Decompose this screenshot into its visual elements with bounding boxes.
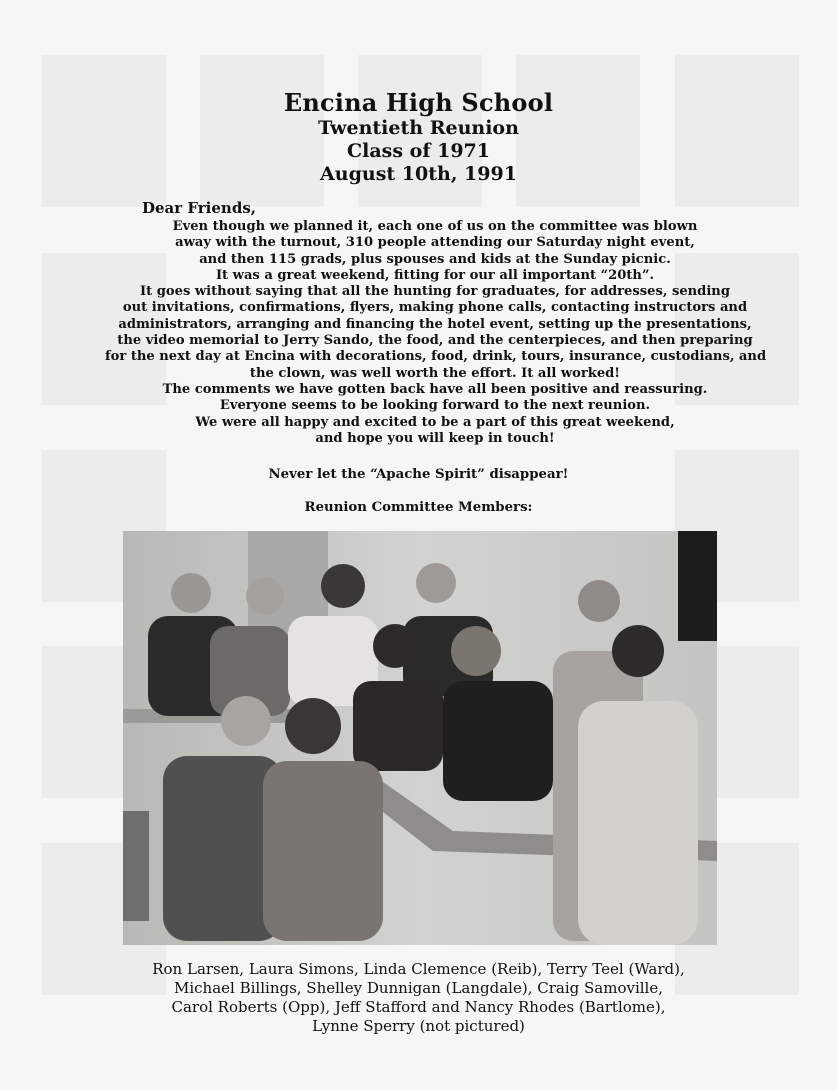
apache-spirit-motto: Never let the “Apache Spirit” disappear! bbox=[268, 467, 569, 482]
school-title: Encina High School bbox=[283, 88, 554, 117]
committee-names-caption bbox=[0, 960, 837, 1036]
letter-line: The comments we have gotten back have all been positive and reassuring. bbox=[162, 381, 708, 397]
letter-line: the video memorial to Jerry Sando, the food, and the centerpieces, and then preparing bbox=[117, 333, 753, 349]
letter-line: administrators, arranging and financing the hotel event, setting up the presentations, bbox=[118, 316, 752, 332]
letter-salutation: Dear Friends, bbox=[142, 199, 256, 217]
page-header bbox=[0, 88, 837, 186]
names-line: Carol Roberts (Opp), Jeff Stafford and Nancy Rhodes (Bartlome), bbox=[171, 998, 666, 1016]
letter-line: Even though we planned it, each one of us on the committee was blown bbox=[172, 219, 698, 234]
names-line: Michael Billings, Shelley Dunnigan (Langdale), Craig Samoville, bbox=[174, 979, 663, 997]
letter-body bbox=[105, 219, 765, 447]
letter-line: and hope you will keep in touch! bbox=[315, 430, 555, 446]
reunion-title: Twentieth Reunion bbox=[318, 117, 519, 139]
reunion-date: August 10th, 1991 bbox=[320, 163, 517, 185]
letter-line: It was a great weekend, fitting for our all important “20th”. bbox=[215, 267, 655, 283]
letter-line: Everyone seems to be looking forward to the next reunion. bbox=[219, 398, 651, 414]
group-photo-illustration bbox=[123, 531, 717, 945]
letter-line: out invitations, confirmations, flyers, making phone calls, contacting instructors and bbox=[122, 300, 748, 316]
letter-line: and then 115 grads, plus spouses and kids at the Sunday picnic. bbox=[199, 251, 671, 267]
letter-line: the clown, was well worth the effort. It all worked! bbox=[249, 365, 621, 381]
committee-group-photo bbox=[123, 531, 717, 945]
letter-line: It goes without saying that all the hunting for graduates, for addresses, sending bbox=[140, 284, 730, 300]
class-title: Class of 1971 bbox=[346, 140, 490, 162]
names-line: Ron Larsen, Laura Simons, Linda Clemence (Reib), Terry Teel (Ward), bbox=[152, 960, 685, 978]
letter-line: away with the turnout, 310 people attending our Saturday night event, bbox=[175, 235, 695, 251]
letter-line: We were all happy and excited to be a part of this great weekend, bbox=[195, 414, 675, 430]
names-line: Lynne Sperry (not pictured) bbox=[312, 1017, 525, 1035]
committee-heading: Reunion Committee Members: bbox=[304, 500, 533, 515]
letter-line: for the next day at Encina with decorations, food, drink, tours, insurance, custodians, and bbox=[105, 349, 767, 365]
